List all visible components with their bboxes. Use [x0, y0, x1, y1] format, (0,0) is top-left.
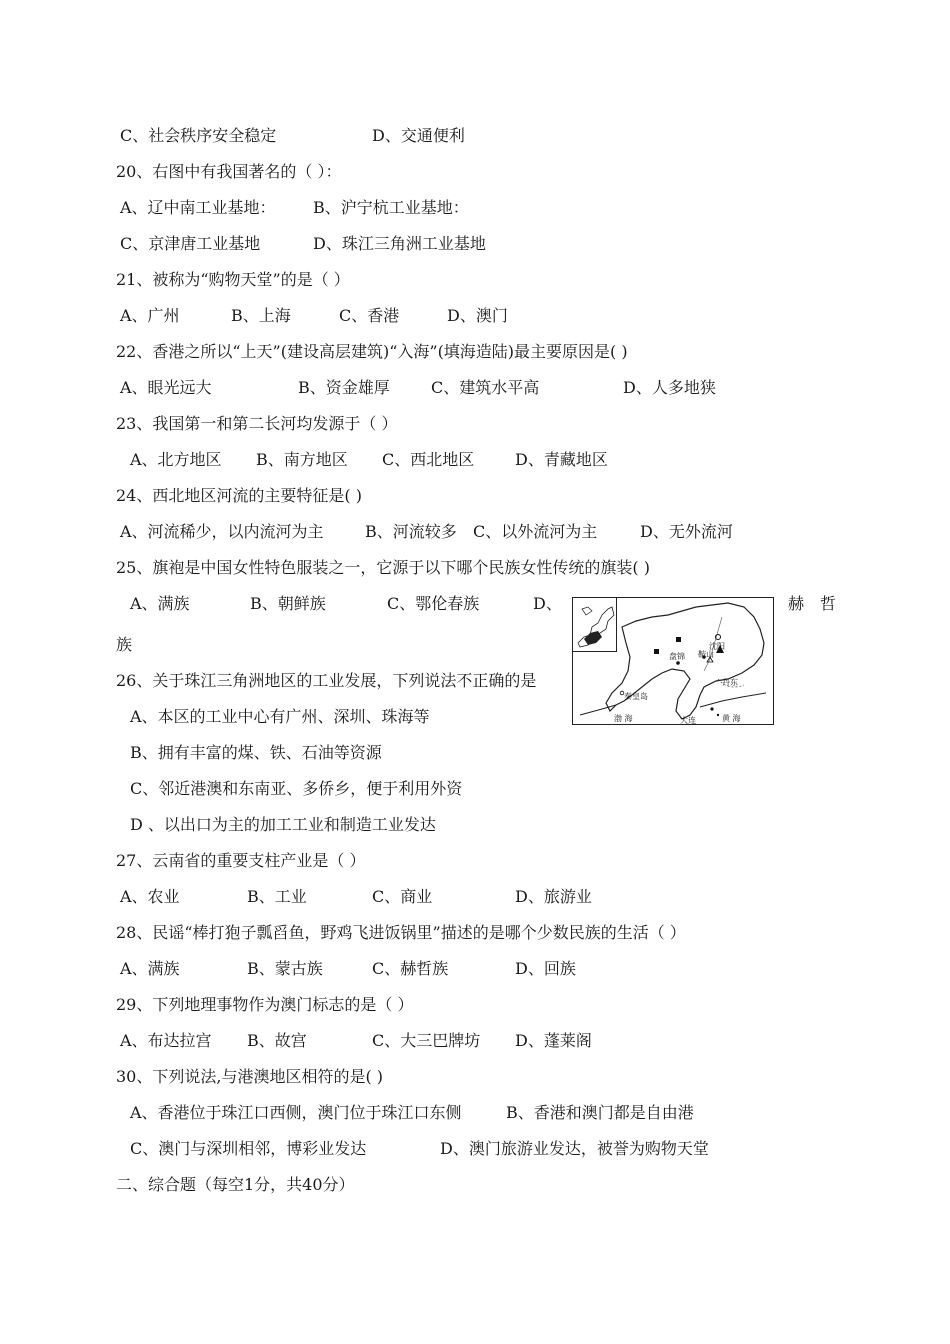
q23-option-c: C、西北地区 — [382, 450, 475, 469]
q26-option-d: D 、以出口为主的加工工业和制造工业发达 — [130, 815, 436, 834]
q27-option-c: C、商业 — [372, 887, 433, 906]
map-label-bohai: 渤 海 — [614, 714, 633, 723]
map-marker-square-2 — [654, 649, 659, 654]
q20-option-c: C、京津唐工业基地 — [120, 234, 261, 253]
q27-option-a: A、农业 — [120, 887, 180, 906]
map-label-dandong: 丹东 — [722, 678, 738, 687]
q21-option-b: B、上海 — [231, 306, 291, 325]
q26-option-a: A、本区的工业中心有广州、深圳、珠海等 — [130, 707, 430, 726]
q24-option-d: D、无外流河 — [640, 522, 733, 541]
q25-option-a: A、满族 — [130, 594, 190, 613]
q20-stem: 20、右图中有我国著名的（ ）： — [116, 162, 342, 181]
q23-option-d: D、青藏地区 — [515, 450, 608, 469]
q20-option-b: B、沪宁杭工业基地： — [313, 198, 469, 217]
q30-stem: 30、下列说法,与港澳地区相符的是( ) — [116, 1067, 384, 1086]
q24-option-c: C、以外流河为主 — [473, 522, 598, 541]
section-2-heading: 二、综合题（每空1分，共40分） — [116, 1175, 355, 1194]
q20-option-d: D、珠江三角洲工业基地 — [313, 234, 486, 253]
q28-option-c: C、赫哲族 — [372, 959, 449, 978]
q27-option-d: D、旅游业 — [515, 887, 592, 906]
q22-option-b: B、资金雄厚 — [298, 378, 390, 397]
q30-option-c: C、澳门与深圳相邻，博彩业发达 — [130, 1139, 367, 1158]
q24-stem: 24、西北地区河流的主要特征是( ) — [116, 486, 362, 505]
q29-option-b: B、故宫 — [247, 1031, 307, 1050]
q24-option-a: A、河流稀少，以内流河为主 — [120, 522, 324, 541]
q28-option-a: A、满族 — [120, 959, 180, 978]
q29-option-d: D、蓬莱阁 — [515, 1031, 592, 1050]
q29-stem: 29、下列地理事物作为澳门标志的是（ ） — [116, 995, 414, 1014]
map-label-panjin: 盘锦 — [669, 652, 685, 661]
q22-option-c: C、建筑水平高 — [431, 378, 540, 397]
liaoning-map-figure — [572, 597, 774, 725]
q30-option-b: B、香港和澳门都是自由港 — [506, 1103, 694, 1122]
q28-option-d: D、回族 — [515, 959, 576, 978]
q25-option-d-wrap: 族 — [116, 635, 133, 654]
q25-option-d: D、 — [533, 594, 562, 613]
q19-option-c: C、社会秩序安全稳定 — [120, 126, 277, 145]
q30-option-a: A、香港位于珠江口西侧，澳门位于珠江口东侧 — [130, 1103, 462, 1122]
q27-stem: 27、云南省的重要支柱产业是（ ） — [116, 851, 366, 870]
q22-stem: 22、香港之所以“上天”(建设高层建筑)“入海”(填海造陆)最主要原因是( ) — [116, 342, 628, 361]
q22-option-a: A、眼光远大 — [120, 378, 212, 397]
map-svg — [572, 597, 774, 725]
q29-option-c: C、大三巴牌坊 — [372, 1031, 481, 1050]
q21-option-d: D、澳门 — [447, 306, 508, 325]
q25-option-d-part1: 赫 — [788, 594, 805, 613]
q28-stem: 28、民谣“棒打狍子瓢舀鱼，野鸡飞进饭锅里”描述的是哪个少数民族的生活（ ） — [116, 923, 686, 942]
q21-option-c: C、香港 — [339, 306, 400, 325]
q29-option-a: A、布达拉宫 — [120, 1031, 212, 1050]
q25-stem: 25、旗袍是中国女性特色服装之一，它源于以下哪个民族女性传统的旗装( ) — [116, 558, 650, 577]
q26-option-b: B、拥有丰富的煤、铁、石油等资源 — [130, 743, 382, 762]
map-label-shenyang: 沈阳 — [709, 642, 725, 651]
q28-option-b: B、蒙古族 — [247, 959, 323, 978]
q24-option-b: B、河流较多 — [365, 522, 457, 541]
q27-option-b: B、工业 — [247, 887, 307, 906]
q23-option-b: B、南方地区 — [256, 450, 348, 469]
q23-stem: 23、我国第一和第二长河均发源于（ ） — [116, 414, 398, 433]
q22-option-d: D、人多地狭 — [623, 378, 716, 397]
q25-option-c: C、鄂伦春族 — [387, 594, 480, 613]
q23-option-a: A、北方地区 — [130, 450, 222, 469]
map-label-huanghai: 黄 海 — [722, 714, 741, 723]
q26-option-c: C、邻近港澳和东南亚、多侨乡，便于利用外资 — [130, 779, 463, 798]
q26-stem: 26、关于珠江三角洲地区的工业发展，下列说法不正确的是 — [116, 671, 537, 690]
map-label-dalian: 大连 — [680, 716, 696, 725]
q20-option-a: A、辽中南工业基地： — [120, 198, 276, 217]
map-label-qinhuangdao: 秦皇岛 — [624, 692, 648, 701]
map-label-anshan: 鞍山 — [698, 650, 714, 659]
q21-option-a: A、广州 — [120, 306, 180, 325]
q21-stem: 21、被称为“购物天堂”的是（ ） — [116, 270, 350, 289]
map-marker-square-1 — [676, 637, 681, 642]
q25-option-b: B、朝鲜族 — [250, 594, 326, 613]
q19-option-d: D、交通便利 — [372, 126, 465, 145]
q25-option-d-part2: 哲 — [820, 594, 837, 613]
q30-option-d: D、澳门旅游业发达，被誉为购物天堂 — [440, 1139, 709, 1158]
